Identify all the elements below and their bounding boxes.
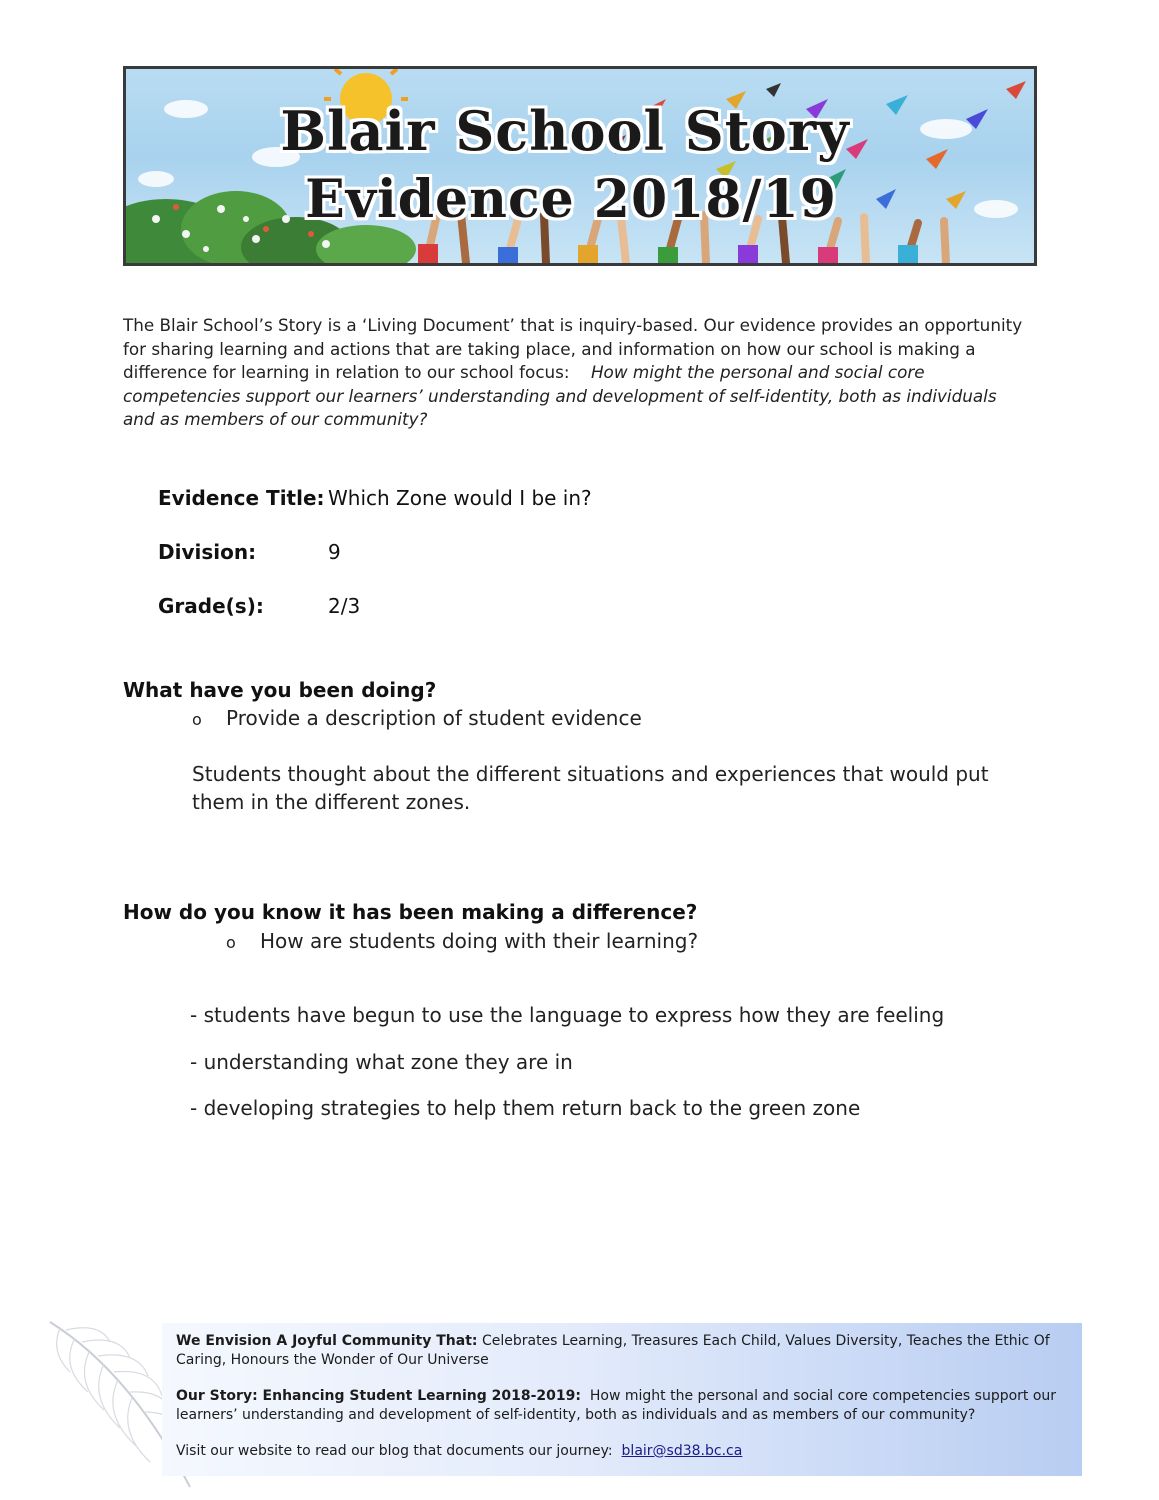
evidence-title-value: Which Zone would I be in? [328,486,592,510]
story-label: Our Story: Enhancing Student Learning 2018-2019: [176,1388,581,1404]
vision-statement [176,1332,1068,1370]
section1-heading: What have you been doing? [123,678,437,702]
bullet-marker: o [192,710,202,729]
section2-bullet [226,929,698,953]
list-item: - understanding what zone they are in [190,1050,573,1074]
division-label: Division: [158,540,257,564]
vision-label: We Envision A Joyful Community That: [176,1333,478,1349]
grade-row [158,594,360,618]
school-focus: How might the personal and social core competencies support our learners’ understanding and development of self-identity, both as individuals and as members of our community? [123,362,997,429]
list-item: - developing strategies to help them return back to the green zone [190,1096,861,1120]
section2-bullet-text: How are students doing with their learning? [260,929,699,953]
story-statement [176,1387,1068,1425]
bullet-marker: o [226,933,236,952]
footer-box [162,1323,1082,1476]
banner-title-line1: Blair School Story [280,99,850,163]
visit-line [176,1442,1068,1461]
grade-value: 2/3 [328,594,361,618]
story-text: How might the personal and social core competencies support our learners’ understanding and development of self-identity, both as individuals and as members of our community? [176,1388,1057,1423]
blog-link[interactable]: blair@sd38.bc.ca [621,1443,743,1459]
evidence-title-label: Evidence Title: [158,486,325,510]
section1-bullet-text: Provide a description of student evidence [226,706,642,730]
evidence-title-row [158,486,592,510]
division-row [158,540,341,564]
header-banner [123,66,1037,266]
banner-title-line2: Evidence 2018/19 [305,169,837,230]
section2-heading: How do you know it has been making a difference? [123,900,698,924]
section1-bullet [192,706,642,730]
list-item: - students have begun to use the language to express how they are feeling [190,1003,945,1027]
grade-label: Grade(s): [158,594,264,618]
section1-body: Students thought about the different situations and experiences that would put them in the different zones. [192,762,989,814]
vision-text: Celebrates Learning, Treasures Each Child, Values Diversity, Teaches the Ethic Of Caring, Honours the Wonder of Our Universe [176,1333,1050,1368]
intro-paragraph [123,314,1023,432]
division-value: 9 [328,540,341,564]
visit-text: Visit our website to read our blog that documents our journey: [176,1443,613,1459]
intro-text: The Blair School’s Story is a ‘Living Document’ that is inquiry-based. Our evidence provides an opportunity for sharing learning and actions that are taking place, and information on how our school is making a difference for learning in relation to our school focus: [123,315,1023,382]
